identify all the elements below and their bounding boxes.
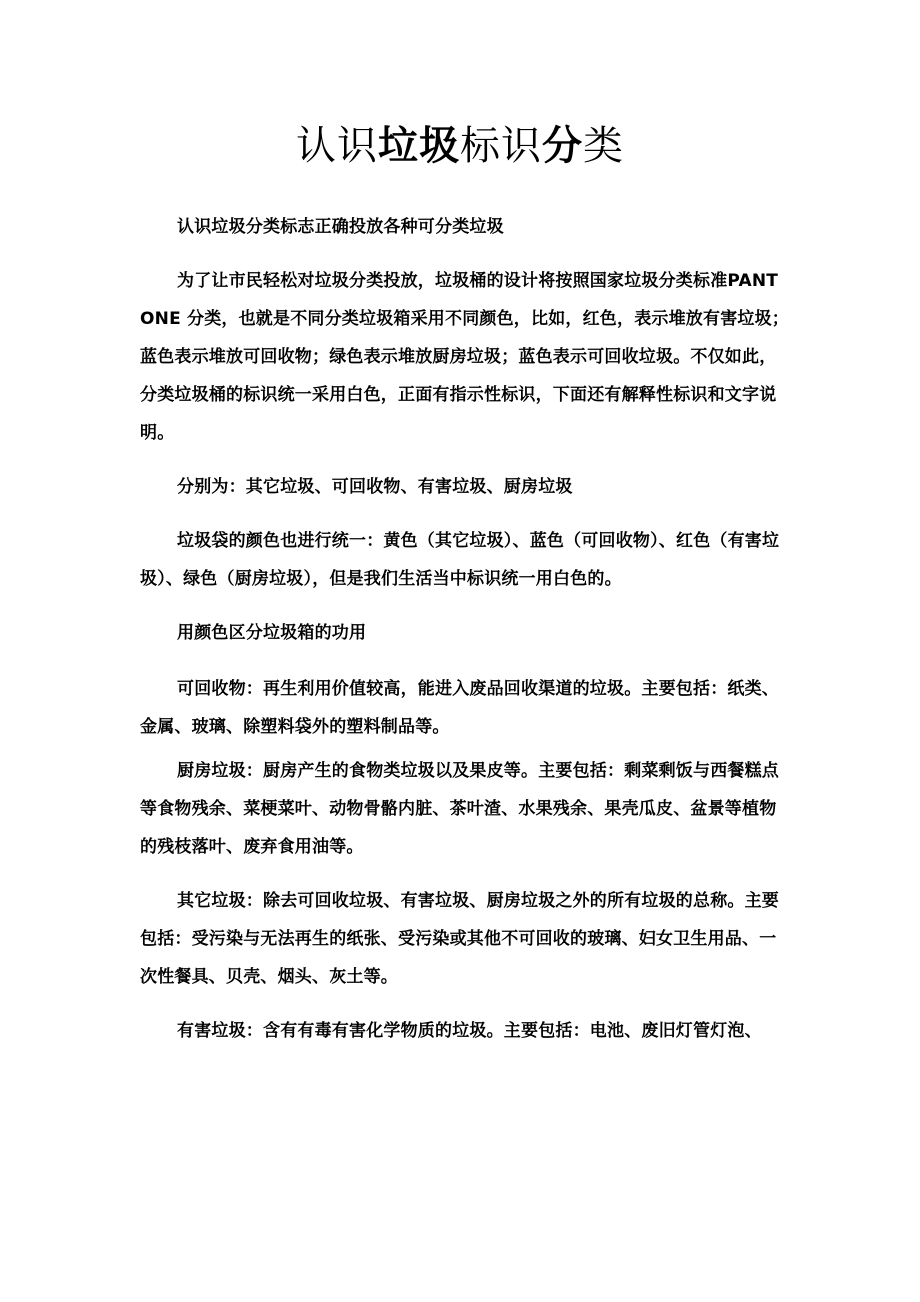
paragraph-kitchen: 厨房垃圾：厨房产生的食物类垃圾以及果皮等。主要包括：剩菜剩饭与西餐糕点等食物残余、菜梗菜叶、动物骨骼内脏、茶叶渣、水果残余、果壳瓜皮、盆景等植物的残枝落叶、废弃食用油等。 (140, 761, 779, 857)
paragraph-subtitle: 认识垃圾分类标志正确投放各种可分类垃圾 (177, 217, 504, 237)
paragraph-bag-colors: 垃圾袋的颜色也进行统一：黄色（其它垃圾）、蓝色（可回收物）、红色（有害垃圾）、绿色（厨房垃圾），但是我们生活当中标识统一用白色的。 (140, 531, 780, 589)
title-part-4: 分 (542, 123, 583, 169)
document-body (140, 208, 790, 1050)
title-part-3: 标识 (460, 123, 542, 169)
paragraph-recyclable: 可回收物：再生利用价值较高，能进入废品回收渠道的垃圾。主要包括：纸类、金属、玻璃、除塑料袋外的塑料制品等。 (140, 679, 779, 737)
paragraph-categories: 分别为：其它垃圾、可回收物、有害垃圾、厨房垃圾 (177, 477, 573, 497)
title-part-5: 类 (583, 123, 624, 169)
paragraph-hazardous: 有害垃圾：含有有毒有害化学物质的垃圾。主要包括：电池、废旧灯管灯泡、 (177, 1021, 762, 1041)
paragraph-heading-colors: 用颜色区分垃圾箱的功用 (177, 623, 367, 643)
page-title (0, 118, 920, 174)
title-part-1: 认识 (296, 123, 378, 169)
title-part-2: 垃圾 (378, 123, 460, 169)
paragraph-intro: 为了让市民轻松对垃圾分类投放，垃圾桶的设计将按照国家垃圾分类标准PANTONE 分类，也就是不同分类垃圾箱采用不同颜色，比如，红色，表示堆放有害垃圾；蓝色表示堆放可回收物；绿色表示堆放厨房垃圾；蓝色表示可回收垃圾。不仅如此，分类垃圾桶的标识统一采用白色，正面有指示性标识，下面还有解释性标识和文字说明。 (140, 271, 790, 443)
paragraph-other: 其它垃圾：除去可回收垃圾、有害垃圾、厨房垃圾之外的所有垃圾的总称。主要包括：受污染与无法再生的纸张、受污染或其他不可回收的玻璃、妇女卫生用品、一次性餐具、贝壳、烟头、灰土等。 (140, 891, 779, 987)
